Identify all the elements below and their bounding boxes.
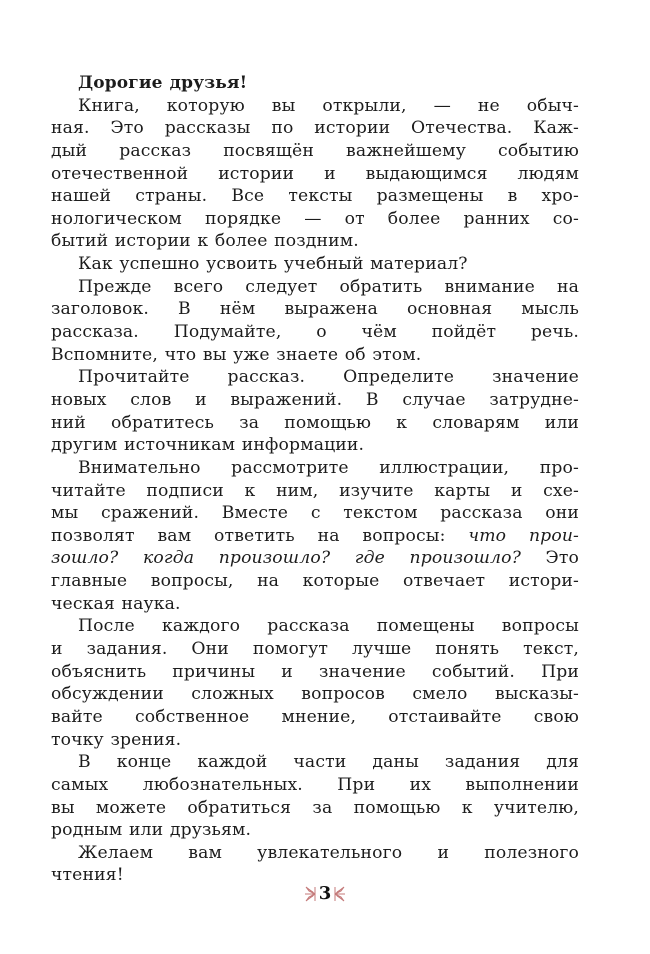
text-line <box>51 525 579 548</box>
page-heading: Дорогие друзья! <box>78 73 248 93</box>
text-line: читайте подписи к ним, изучите карты и схе- <box>51 480 579 501</box>
text-line: отечественной истории и выдающимся людям <box>51 163 579 184</box>
page-body <box>51 72 579 887</box>
text-line: Внимательно рассмотрите иллюстрации, про- <box>78 457 579 478</box>
text-line: нологическом порядке — от более ранних со- <box>51 208 579 229</box>
text-line: главные вопросы, на которые отвечает истори- <box>51 571 579 592</box>
text-line: Прежде всего следует обратить внимание на <box>78 276 579 297</box>
text-run: Это <box>521 548 580 569</box>
page-number-footer <box>0 884 650 904</box>
text-line: точку зрения. <box>51 729 182 750</box>
text-line: родным или друзьям. <box>51 820 252 841</box>
text-line: вайте собственное мнение, отстаивайте свою <box>51 706 579 727</box>
leaf-ornament-icon <box>334 886 346 902</box>
text-line: ческая наука. <box>51 593 181 614</box>
page-number: 3 <box>318 883 332 904</box>
text-line <box>51 547 579 570</box>
text-line: После каждого рассказа помещены вопросы <box>78 616 579 637</box>
text-line: мы сражений. Вместе с текстом рассказа они <box>51 503 579 524</box>
text-line: Прочитайте рассказ. Определите значение <box>78 367 579 388</box>
text-line: объяснить причины и значение событий. При <box>51 661 579 682</box>
text-line: Вспомните, что вы уже знаете об этом. <box>51 344 422 365</box>
text-line: заголовок. В нём выражена основная мысль <box>51 299 579 320</box>
text-line: и задания. Они помогут лучше понять текст, <box>51 639 579 660</box>
text-line: чтения! <box>51 865 124 886</box>
text-line: В конце каждой части даны задания для <box>78 752 579 773</box>
text-line: нашей страны. Все тексты размещены в хро- <box>51 186 579 207</box>
italic-question: зошло? когда произошло? где произошло? <box>51 548 521 569</box>
text-line: Книга, которую вы открыли, — не обыч- <box>78 95 579 116</box>
text-line: самых любознательных. При их выполнении <box>51 774 579 795</box>
text-line: ний обратитесь за помощью к словарям или <box>51 412 579 433</box>
text-line: Как успешно усвоить учебный материал? <box>78 254 468 275</box>
text-line: другим источникам информации. <box>51 435 365 456</box>
text-line: рассказа. Подумайте, о чём пойдёт речь. <box>51 322 579 343</box>
italic-question: что прои- <box>468 525 580 546</box>
text-line: новых слов и выражений. В случае затрудне- <box>51 389 579 410</box>
text-run: позволят вам ответить на вопросы: <box>51 525 469 546</box>
text-line: дый рассказ посвящён важнейшему событию <box>51 140 579 161</box>
leaf-ornament-icon <box>304 886 316 902</box>
text-line: обсуждении сложных вопросов смело высказы- <box>51 684 579 705</box>
text-line: вы можете обратиться за помощью к учителю, <box>51 797 579 818</box>
text-line: ная. Это рассказы по истории Отечества. Каж- <box>51 118 579 139</box>
text-line: Желаем вам увлекательного и полезного <box>78 842 579 863</box>
text-line: бытий истории к более поздним. <box>51 231 359 252</box>
